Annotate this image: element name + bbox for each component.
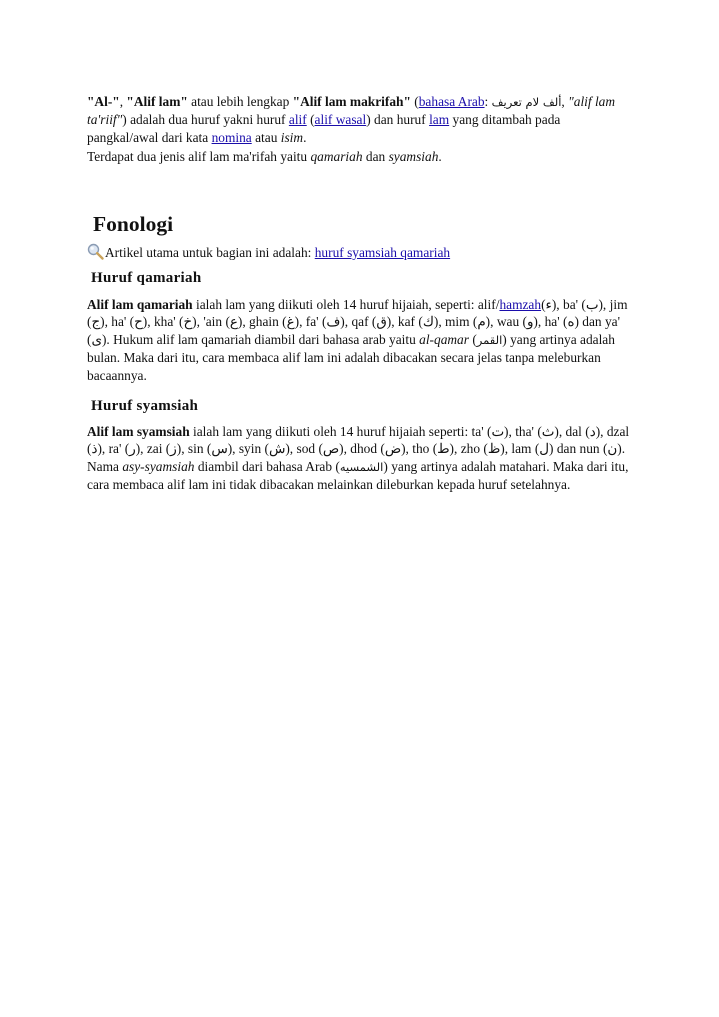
intro-paragraph-2 [87, 148, 632, 165]
term-isim: isim [280, 129, 304, 145]
text: . [303, 129, 307, 145]
text: ) yang artinya adalah bulan. Maka dari itu, cara membaca alif lam ini adalah dibacakan secara jelas tanpa meleburkan bacaannya. [87, 331, 615, 383]
term-asy-syamsiah: asy-syamsiah [122, 458, 195, 474]
link-hamzah[interactable]: hamzah [499, 297, 542, 312]
qamariah-paragraph [87, 296, 632, 384]
term-alif-lam-qamariah: Alif lam qamariah [87, 297, 193, 312]
text: atau lebih lengkap [187, 94, 293, 109]
arabic-text: ألف لام تعريف [491, 95, 562, 109]
term-alif-lam: "Alif lam" [126, 94, 188, 109]
text: , [561, 94, 569, 109]
arabic-text: القمر [476, 332, 503, 347]
text: ialah lam yang diikuti oleh 14 huruf hijaiah, seperti: alif/ [192, 297, 500, 312]
text: diambil dari bahasa Arab ( [194, 458, 340, 474]
text: atau [251, 129, 281, 145]
text: , [119, 94, 127, 109]
term-syamsiah: syamsiah [388, 149, 439, 164]
text: . [438, 149, 442, 164]
heading-huruf-syamsiah: Huruf syamsiah [91, 398, 199, 414]
link-nomina[interactable]: nomina [211, 129, 252, 145]
text: : [484, 94, 492, 109]
arabic-text: الشمسيه [339, 459, 384, 474]
link-bahasa-arab[interactable]: bahasa Arab [418, 94, 485, 109]
text: ( [306, 112, 315, 128]
text: (ء), ba' (ب), jim (ج), ha' (ح), kha' (خ), 'ain (ع), ghain (غ), fa' (ف), qaf (ق), kaf (ك), mim (م), wau (و), ha' (ه) dan ya' (ى). Hukum alif lam qamariah diambil dari bahasa arab yaitu [87, 297, 628, 347]
link-alif-wasal[interactable]: alif wasal [314, 112, 367, 128]
main-article-note [87, 243, 450, 261]
main-article-prefix: Artikel utama untuk bagian ini adalah: [105, 245, 315, 260]
term-alif-lam-makrifah: "Alif lam makrifah" [292, 94, 411, 109]
text: ( [468, 331, 477, 347]
term-al-qamar: al-qamar [419, 331, 469, 347]
text: yang ditambah pada pangkal/awal dari kata [87, 112, 561, 145]
heading-huruf-qamariah: Huruf qamariah [91, 270, 202, 286]
text: ) yang artinya adalah matahari. Maka dari itu, cara membaca alif lam ini tidak dibacakan melainkan dileburkan kepada huruf setelahnya. [87, 458, 629, 493]
syamsiah-paragraph [87, 423, 632, 494]
link-alif[interactable]: alif [288, 112, 307, 128]
text: dan [362, 149, 389, 164]
text: Terdapat dua jenis alif lam ma'rifah yaitu [87, 149, 311, 164]
intro-paragraph [87, 93, 632, 146]
term-qamariah: qamariah [310, 149, 363, 164]
link-huruf-syamsiah-qamariah[interactable]: huruf syamsiah qamariah [314, 245, 451, 260]
text: ( [410, 94, 419, 109]
text: ialah lam yang diikuti oleh 14 huruf hijaiah seperti: ta' (ت), tha' (ث), dal (د), dzal (ذ), ra' (ر), zai (ز), sin (س), syin (ش), sod (ص), dhod (ض), tho (ط), zho (ظ), lam (ل) dan nun (ن). Nama [87, 424, 630, 474]
text: ) dan huruf [366, 112, 430, 128]
section-heading-fonologi: Fonologi [93, 212, 174, 236]
magnifier-icon [87, 243, 104, 260]
term-alif-lam-syamsiah: Alif lam syamsiah [87, 424, 190, 439]
text: ) adalah dua huruf yakni huruf [122, 112, 289, 128]
transliteration: "alif lam ta'riif" [87, 94, 616, 128]
link-lam[interactable]: lam [429, 112, 450, 128]
term-al: "Al-" [87, 94, 120, 109]
